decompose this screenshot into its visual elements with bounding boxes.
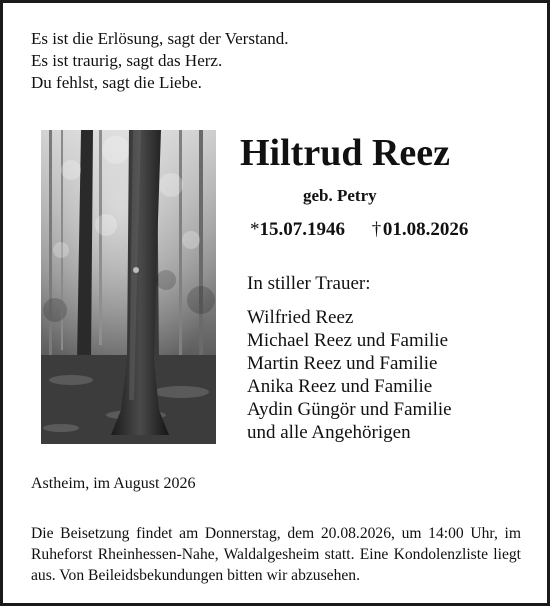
poem-line: Es ist traurig, sagt das Herz. (31, 51, 223, 70)
life-dates (250, 218, 468, 242)
list-item: Martin Reez und Familie (247, 353, 438, 374)
birth-date: 15.07.1946 (259, 219, 345, 240)
mourners-list (247, 306, 452, 444)
birth-date-group (250, 218, 345, 242)
poem (31, 28, 288, 94)
poem-line: Du fehlst, sagt die Liebe. (31, 73, 202, 92)
death-date-group (372, 218, 469, 242)
funeral-notice: Die Beisetzung findet am Donnerstag, dem 20.08.2026, um 14:00 Uhr, im Ruheforst Rheinhessen-Nahe, Waldalgesheim statt. Eine Kondolenzliste liegt aus. Von Beileidsbekundungen bitten wir abzusehen. (31, 525, 521, 584)
list-item: Wilfried Reez (247, 307, 354, 328)
deceased-name: Hiltrud Reez (240, 132, 451, 174)
cross-icon: † (371, 219, 382, 240)
birth-symbol: * (250, 219, 260, 240)
list-item: Aydin Güngör und Familie (247, 399, 452, 420)
place-date: Astheim, im August 2026 (31, 475, 196, 492)
mourning-label: In stiller Trauer: (247, 273, 371, 294)
list-item: und alle Angehörigen (247, 422, 411, 443)
list-item: Michael Reez und Familie (247, 330, 449, 351)
list-item: Anika Reez und Familie (247, 376, 433, 397)
poem-line: Es ist die Erlösung, sagt der Verstand. (31, 29, 289, 48)
forest-photo (41, 130, 216, 444)
maiden-name: geb. Petry (303, 186, 377, 205)
death-date: 01.08.2026 (382, 219, 469, 240)
